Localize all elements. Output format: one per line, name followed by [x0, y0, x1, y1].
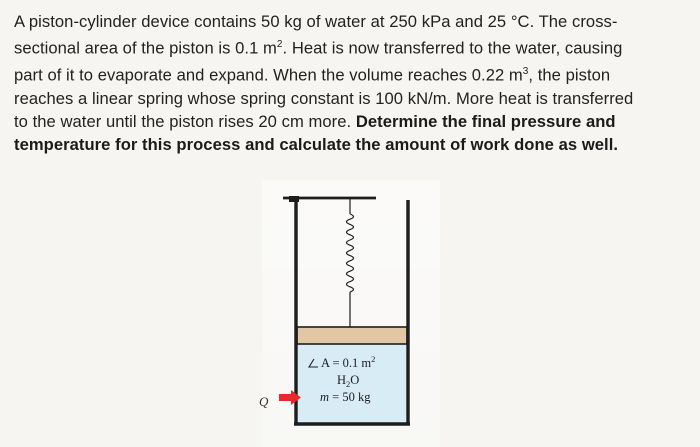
- problem-line-5a: to the water until the piston rises 20 cm more.: [14, 111, 356, 131]
- problem-line-4: reaches a linear spring whose spring constant is 100 kN/m. More heat is transferred: [14, 88, 634, 108]
- mass-symbol: m: [320, 390, 330, 404]
- problem-line-3: part of it to evaporate and expand. When the volume reaches 0.22 m: [14, 65, 523, 85]
- heat-label: Q: [259, 394, 269, 409]
- area-label-exponent: 2: [371, 354, 376, 364]
- problem-line-1: A piston-cylinder device contains 50 kg of water at 250 kPa and 25 °C. The cross-: [14, 12, 618, 31]
- problem-task-bold-1: Determine the final pressure and: [355, 111, 616, 131]
- top-stop-bracket: [289, 196, 299, 202]
- area-unit-exponent: 2: [276, 39, 283, 51]
- mass-value: = 50 kg: [329, 390, 371, 404]
- problem-line-2b: . Heat is now transferred to the water, causing: [282, 38, 623, 58]
- problem-line-2a: sectional area of the piston is 0.1 m: [14, 38, 277, 58]
- problem-task-bold-2: temperature for this process and calculate the amount of work done as well.: [14, 135, 619, 155]
- svg-text:A = 0.1 m2: [321, 354, 375, 370]
- substance-h: H: [337, 373, 347, 387]
- volume-unit-exponent: 3: [522, 65, 529, 77]
- area-label-text: A = 0.1 m: [321, 356, 372, 370]
- substance-subscript: 2: [346, 379, 351, 389]
- mass-label: [320, 390, 371, 404]
- substance-o: O: [350, 373, 360, 387]
- problem-line-3b: , the piston: [528, 65, 611, 85]
- piston: [297, 327, 407, 344]
